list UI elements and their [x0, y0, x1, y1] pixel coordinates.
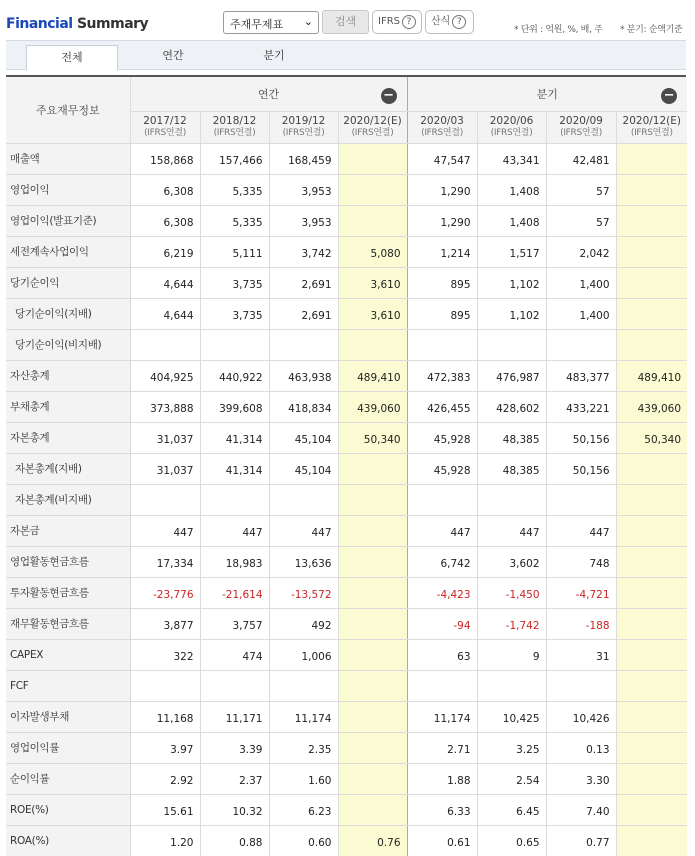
table-row [6, 391, 687, 422]
table-cell [338, 794, 407, 825]
table-cell: 11,174 [269, 701, 338, 732]
period-date: 2020/06 [489, 115, 534, 127]
page-title [6, 16, 148, 32]
ifrs-button[interactable] [372, 10, 422, 34]
table-cell: 895 [407, 267, 477, 298]
table-cell: 3,757 [200, 608, 269, 639]
period-date: 2017/12 [143, 115, 187, 127]
table-cell [477, 329, 546, 360]
table-cell [338, 732, 407, 763]
table-cell [616, 236, 687, 267]
table-cell: 0.13 [546, 732, 616, 763]
table-cell: 3,953 [269, 174, 338, 205]
row-label: ROE(%) [6, 794, 130, 825]
table-cell: 57 [546, 174, 616, 205]
table-row [6, 329, 687, 360]
period-header [338, 111, 407, 143]
table-cell: 41,314 [200, 422, 269, 453]
table-cell [616, 577, 687, 608]
table-cell: 1,400 [546, 298, 616, 329]
table-cell: 63 [407, 639, 477, 670]
period-header [200, 111, 269, 143]
table-row [6, 453, 687, 484]
table-cell: 447 [130, 515, 200, 546]
table-cell [616, 515, 687, 546]
formula-button[interactable] [425, 10, 474, 34]
table-row [6, 546, 687, 577]
period-date: 2020/03 [420, 115, 464, 127]
table-cell [338, 763, 407, 794]
help-icon: ? [402, 15, 416, 29]
table-cell: 42,481 [546, 143, 616, 174]
table-cell: 7.40 [546, 794, 616, 825]
table-cell [338, 577, 407, 608]
table-cell [407, 329, 477, 360]
table-cell [546, 670, 616, 701]
table-cell: 6,308 [130, 174, 200, 205]
table-cell: 476,987 [477, 360, 546, 391]
table-cell: 472,383 [407, 360, 477, 391]
period-header [616, 111, 687, 143]
table-cell: 5,111 [200, 236, 269, 267]
tab-all[interactable]: 전체 [26, 45, 118, 71]
table-cell [616, 825, 687, 856]
table-row [6, 639, 687, 670]
search-button[interactable]: 검색 [322, 10, 369, 34]
table-cell [130, 670, 200, 701]
row-label: 부채총계 [6, 391, 130, 422]
row-label: 자본총계(비지배) [6, 484, 130, 515]
table-cell [200, 670, 269, 701]
table-cell [477, 670, 546, 701]
corner-header: 주요재무정보 [6, 77, 130, 143]
table-cell: 483,377 [546, 360, 616, 391]
table-cell [546, 329, 616, 360]
ifrs-label: IFRS [378, 16, 400, 27]
table-cell: -23,776 [130, 577, 200, 608]
table-cell [407, 484, 477, 515]
table-cell [200, 329, 269, 360]
table-cell: 6,219 [130, 236, 200, 267]
row-label: 영업이익(발표기준) [6, 205, 130, 236]
row-label: 세전계속사업이익 [6, 236, 130, 267]
table-cell: 3.97 [130, 732, 200, 763]
financial-table [6, 75, 686, 856]
table-cell: 45,104 [269, 453, 338, 484]
row-label: 재무활동현금흐름 [6, 608, 130, 639]
table-cell [616, 763, 687, 794]
table-cell: 48,385 [477, 453, 546, 484]
table-cell [616, 794, 687, 825]
table-cell: 1,400 [546, 267, 616, 298]
table-cell [407, 670, 477, 701]
tab-quarter[interactable]: 분기 [263, 49, 285, 62]
table-cell: 1,517 [477, 236, 546, 267]
table-cell [616, 267, 687, 298]
title-accent: Financial [6, 16, 73, 32]
table-cell: 1,102 [477, 267, 546, 298]
table-cell: 418,834 [269, 391, 338, 422]
table-cell: -21,614 [200, 577, 269, 608]
table-cell: -1,742 [477, 608, 546, 639]
table-cell: 2,691 [269, 298, 338, 329]
period-basis: (IFRS연결) [282, 128, 325, 138]
table-row [6, 298, 687, 329]
table-cell [616, 484, 687, 515]
table-row [6, 174, 687, 205]
select-value: 주재무제표 [230, 18, 284, 31]
table-row [6, 608, 687, 639]
table-cell [616, 174, 687, 205]
table-cell: 41,314 [200, 453, 269, 484]
table-cell [269, 484, 338, 515]
table-cell [338, 670, 407, 701]
table-cell: 15.61 [130, 794, 200, 825]
table-cell: 50,340 [338, 422, 407, 453]
table-cell: 1,408 [477, 205, 546, 236]
table-cell: 3.30 [546, 763, 616, 794]
formula-label: 산식 [431, 16, 451, 27]
row-label: 당기순이익(지배) [6, 298, 130, 329]
period-date: 2020/12(E) [343, 115, 402, 127]
collapse-annual-icon[interactable]: − [381, 88, 397, 104]
table-cell: 1.60 [269, 763, 338, 794]
table-cell: 447 [407, 515, 477, 546]
row-label: 영업이익 [6, 174, 130, 205]
table-cell: 17,334 [130, 546, 200, 577]
row-label: 자산총계 [6, 360, 130, 391]
row-label: CAPEX [6, 639, 130, 670]
table-cell: 3,735 [200, 298, 269, 329]
table-cell [130, 484, 200, 515]
help-icon: ? [452, 15, 466, 29]
table-cell: 1,006 [269, 639, 338, 670]
table-cell: 11,168 [130, 701, 200, 732]
table-cell [616, 546, 687, 577]
table-cell [338, 143, 407, 174]
period-basis: (IFRS연결) [144, 128, 186, 138]
table-cell: 5,335 [200, 174, 269, 205]
table-row [6, 701, 687, 732]
table-cell: 168,459 [269, 143, 338, 174]
table-cell: 489,410 [338, 360, 407, 391]
table-cell [338, 329, 407, 360]
tab-annual[interactable]: 연간 [162, 49, 184, 62]
table-cell: 404,925 [130, 360, 200, 391]
table-cell [616, 453, 687, 484]
table-cell: 5,080 [338, 236, 407, 267]
table-cell: 18,983 [200, 546, 269, 577]
table-cell: 447 [477, 515, 546, 546]
table-cell: 1.88 [407, 763, 477, 794]
table-cell: 158,868 [130, 143, 200, 174]
table-cell: 57 [546, 205, 616, 236]
table-cell: 0.60 [269, 825, 338, 856]
table-cell: 3,735 [200, 267, 269, 298]
table-cell [616, 143, 687, 174]
table-cell: 463,938 [269, 360, 338, 391]
table-cell [616, 639, 687, 670]
table-cell: 157,466 [200, 143, 269, 174]
table-cell: 31,037 [130, 422, 200, 453]
table-row [6, 794, 687, 825]
quarter-group-label: 분기 [536, 87, 558, 101]
table-row [6, 143, 687, 174]
table-row [6, 825, 687, 856]
table-cell [616, 732, 687, 763]
table-cell: -94 [407, 608, 477, 639]
table-cell: 447 [200, 515, 269, 546]
table-cell: 45,104 [269, 422, 338, 453]
table-cell: 50,156 [546, 453, 616, 484]
row-label: FCF [6, 670, 130, 701]
table-cell: 2,691 [269, 267, 338, 298]
table-cell: 13,636 [269, 546, 338, 577]
period-header [407, 111, 477, 143]
table-cell: 4,644 [130, 298, 200, 329]
unit-note: * 단위 : 억원, %, 배, 주 [514, 25, 603, 35]
chevron-down-icon: ⌄ [303, 15, 313, 28]
tab-bar [6, 40, 686, 70]
period-date: 2020/09 [559, 115, 603, 127]
period-header [477, 111, 546, 143]
table-cell: 48,385 [477, 422, 546, 453]
table-cell: 433,221 [546, 391, 616, 422]
row-label: 자본금 [6, 515, 130, 546]
table-cell: 50,156 [546, 422, 616, 453]
row-label: 자본총계 [6, 422, 130, 453]
table-cell: 10,425 [477, 701, 546, 732]
table-row [6, 236, 687, 267]
table-row [6, 360, 687, 391]
table-cell: 43,341 [477, 143, 546, 174]
period-header [130, 111, 200, 143]
table-cell: 2.37 [200, 763, 269, 794]
table-cell: 1,408 [477, 174, 546, 205]
table-cell [616, 701, 687, 732]
table-cell [616, 329, 687, 360]
table-cell: 6.45 [477, 794, 546, 825]
table-cell: 2.92 [130, 763, 200, 794]
table-cell: 10.32 [200, 794, 269, 825]
table-row [6, 732, 687, 763]
table-cell: 428,602 [477, 391, 546, 422]
table-cell [338, 453, 407, 484]
table-cell: 1,290 [407, 174, 477, 205]
table-cell [546, 484, 616, 515]
table-row [6, 484, 687, 515]
quarter-group-header [407, 77, 687, 111]
table-cell: 399,608 [200, 391, 269, 422]
table-cell: -4,423 [407, 577, 477, 608]
table-cell: 0.65 [477, 825, 546, 856]
table-cell [269, 670, 338, 701]
table-cell: 439,060 [616, 391, 687, 422]
table-cell: 3.39 [200, 732, 269, 763]
collapse-quarter-icon[interactable]: − [661, 88, 677, 104]
table-cell [338, 484, 407, 515]
table-cell: 0.88 [200, 825, 269, 856]
table-row [6, 670, 687, 701]
period-date: 2018/12 [212, 115, 257, 127]
table-cell [338, 546, 407, 577]
table-cell: 45,928 [407, 453, 477, 484]
table-cell [200, 484, 269, 515]
table-cell: 50,340 [616, 422, 687, 453]
row-label: 이자발생부채 [6, 701, 130, 732]
period-basis: (IFRS연결) [490, 128, 533, 138]
table-row [6, 577, 687, 608]
title-rest: Summary [72, 16, 149, 32]
table-cell: 2.35 [269, 732, 338, 763]
table-cell [616, 670, 687, 701]
period-basis: (IFRS연결) [213, 128, 256, 138]
row-label: 영업이익률 [6, 732, 130, 763]
table-cell [477, 484, 546, 515]
table-cell [338, 205, 407, 236]
table-row [6, 205, 687, 236]
table-cell: 1,290 [407, 205, 477, 236]
table-cell: 3,742 [269, 236, 338, 267]
table-cell: 474 [200, 639, 269, 670]
row-label: 투자활동현금흐름 [6, 577, 130, 608]
period-basis: (IFRS연결) [421, 128, 463, 138]
table-row [6, 267, 687, 298]
table-cell: 6.33 [407, 794, 477, 825]
row-label: 자본총계(지배) [6, 453, 130, 484]
table-cell: -4,721 [546, 577, 616, 608]
table-cell: 895 [407, 298, 477, 329]
table-cell: 5,335 [200, 205, 269, 236]
row-label: 순이익률 [6, 763, 130, 794]
table-cell: 492 [269, 608, 338, 639]
table-cell [338, 515, 407, 546]
row-label: 당기순이익 [6, 267, 130, 298]
table-cell: 1.20 [130, 825, 200, 856]
table-cell: 447 [269, 515, 338, 546]
table-cell: 31 [546, 639, 616, 670]
table-cell: 3,610 [338, 298, 407, 329]
table-cell: 6.23 [269, 794, 338, 825]
table-cell: 322 [130, 639, 200, 670]
period-basis: (IFRS연결) [630, 128, 673, 138]
table-cell [130, 329, 200, 360]
table-cell: 31,037 [130, 453, 200, 484]
table-cell [269, 329, 338, 360]
table-cell: -13,572 [269, 577, 338, 608]
statement-select[interactable] [223, 11, 319, 34]
table-cell: 10,426 [546, 701, 616, 732]
row-label: 영업활동현금흐름 [6, 546, 130, 577]
table-cell: 373,888 [130, 391, 200, 422]
period-basis: (IFRS연결) [351, 128, 394, 138]
table-cell: 3.25 [477, 732, 546, 763]
row-label: 매출액 [6, 143, 130, 174]
period-header [546, 111, 616, 143]
table-cell [616, 205, 687, 236]
table-cell: 2.71 [407, 732, 477, 763]
table-cell: 11,174 [407, 701, 477, 732]
table-cell: 426,455 [407, 391, 477, 422]
table-row [6, 763, 687, 794]
row-label: 당기순이익(비지배) [6, 329, 130, 360]
table-cell: 0.77 [546, 825, 616, 856]
table-cell: 6,742 [407, 546, 477, 577]
table-cell: 0.61 [407, 825, 477, 856]
table-cell: 9 [477, 639, 546, 670]
period-basis: (IFRS연결) [560, 128, 602, 138]
table-cell: 47,547 [407, 143, 477, 174]
period-header [269, 111, 338, 143]
table-cell: 3,602 [477, 546, 546, 577]
table-cell: 45,928 [407, 422, 477, 453]
table-cell [338, 174, 407, 205]
table-cell: 748 [546, 546, 616, 577]
table-cell: 11,171 [200, 701, 269, 732]
table-cell: 2.54 [477, 763, 546, 794]
table-cell: 3,610 [338, 267, 407, 298]
table-cell: -1,450 [477, 577, 546, 608]
table-cell: 2,042 [546, 236, 616, 267]
table-cell: -188 [546, 608, 616, 639]
table-cell [338, 608, 407, 639]
table-row [6, 515, 687, 546]
quarter-note: * 분기: 순액기준 [620, 25, 683, 35]
table-cell: 1,102 [477, 298, 546, 329]
table-cell: 0.76 [338, 825, 407, 856]
table-cell: 6,308 [130, 205, 200, 236]
annual-group-label: 연간 [257, 87, 280, 101]
annual-group-header [130, 77, 407, 111]
table-cell [616, 608, 687, 639]
table-cell: 447 [546, 515, 616, 546]
table-cell: 3,953 [269, 205, 338, 236]
table-cell: 489,410 [616, 360, 687, 391]
table-cell: 1,214 [407, 236, 477, 267]
table-cell [338, 701, 407, 732]
table-cell: 440,922 [200, 360, 269, 391]
table-cell: 3,877 [130, 608, 200, 639]
period-date: 2019/12 [281, 115, 326, 127]
period-date: 2020/12(E) [622, 115, 681, 127]
table-cell: 439,060 [338, 391, 407, 422]
table-row [6, 422, 687, 453]
table-cell [338, 639, 407, 670]
row-label: ROA(%) [6, 825, 130, 856]
table-cell: 4,644 [130, 267, 200, 298]
table-cell [616, 298, 687, 329]
